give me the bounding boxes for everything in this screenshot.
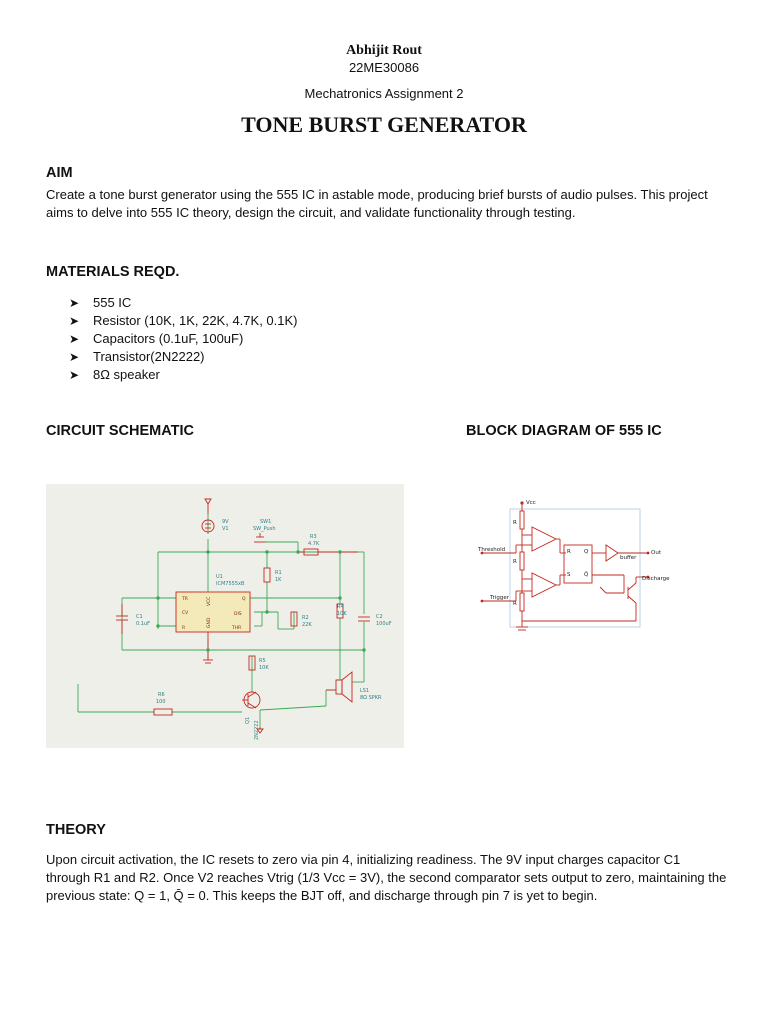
- materials-heading: MATERIALS REQD.: [46, 264, 180, 280]
- sw1-value-label: SW_Push: [253, 526, 276, 532]
- list-item: ➤ Resistor (10K, 1K, 22K, 4.7K, 0.1K): [69, 313, 298, 328]
- theory-paragraph-line-1: Upon circuit activation, the IC resets to zero via pin 4, initializing readiness. The 9V input charges capacitor C1: [46, 852, 681, 867]
- list-item: ➤ Transistor(2N2222): [69, 349, 205, 364]
- pin-r-label: R: [182, 626, 186, 631]
- speaker-ls1-symbol: [336, 680, 342, 694]
- flipflop-q-label: Q: [584, 549, 589, 555]
- r1-ref-label: R1: [275, 570, 282, 576]
- arrowhead-bullet-icon: ➤: [69, 368, 80, 382]
- resistor-r1-symbol: [264, 568, 270, 582]
- document-title: TONE BURST GENERATOR: [241, 112, 527, 137]
- r3-ref-label: R3: [310, 534, 317, 540]
- schematic-svg: [46, 484, 404, 748]
- list-item: ➤ 8Ω speaker: [69, 367, 160, 382]
- block-diagram-555: [476, 495, 676, 635]
- roll-number: 22ME30086: [348, 60, 420, 75]
- resistor-mid-label: R: [513, 559, 517, 565]
- list-item: ➤ Capacitors (0.1uF, 100uF): [69, 331, 244, 346]
- aim-heading: AIM: [46, 165, 73, 181]
- r6-value-label: 100: [156, 699, 166, 705]
- r2-value-label: 22K: [302, 622, 312, 628]
- v1-value-label: 9V: [222, 519, 229, 525]
- flipflop-r-label: R: [567, 549, 571, 555]
- pin-thr-label: THR: [232, 626, 242, 631]
- c2-ref-label: C2: [376, 614, 383, 620]
- circuit-schematic: [46, 484, 404, 748]
- flipflop-qbar-label: Q̄: [584, 572, 589, 578]
- ic-outline: [510, 509, 640, 627]
- pin-tr-label: TR: [182, 597, 188, 602]
- schematic-heading: CIRCUIT SCHEMATIC: [46, 423, 194, 439]
- theory-heading: THEORY: [46, 822, 106, 838]
- q1-value-label: 2N2222: [254, 720, 260, 740]
- arrowhead-bullet-icon: ➤: [69, 350, 80, 364]
- theory-paragraph-line-3: previous state: Q = 1, Q̄ = 0. This keeps the BJT off, and discharge through pin 7 is yet to begin.: [46, 888, 598, 903]
- author-name: Abhijit Rout: [346, 43, 422, 58]
- theory-paragraph-line-2: through R1 and R2. Once V2 reaches Vtrig (1/3 Vcc = 3V), the second comparator sets output to zero, maintaining the: [46, 870, 727, 885]
- vcc-label: Vcc: [526, 500, 536, 506]
- r4-value-label: 10K: [337, 611, 347, 617]
- r4-ref-label: R4: [337, 604, 344, 610]
- v1-ref-label: V1: [222, 526, 229, 532]
- c2-value-label: 100uF: [376, 621, 392, 627]
- course-name: Mechatronics Assignment 2: [304, 86, 464, 101]
- ls1-ref-label: LS1: [360, 688, 370, 694]
- r3-value-label: 4.7K: [308, 541, 320, 547]
- aim-paragraph-line-2: aims to delve into 555 IC theory, design the circuit, and validate functionality through testing.: [46, 205, 576, 220]
- resistor-bottom-label: R: [513, 601, 517, 607]
- q1-ref-label: Q1: [245, 716, 251, 724]
- sw1-ref-label: SW1: [260, 519, 272, 525]
- ls1-value-label: 8Ω SPKR: [360, 695, 382, 701]
- block-diagram-heading: BLOCK DIAGRAM OF 555 IC: [466, 423, 662, 439]
- c1-ref-label: C1: [136, 614, 143, 620]
- pin-q-label: Q: [242, 597, 246, 602]
- pin-dis-label: DIS: [234, 612, 242, 617]
- arrowhead-bullet-icon: ➤: [69, 296, 80, 310]
- buffer-label: buffer: [620, 555, 637, 561]
- block-diagram-svg: [476, 495, 676, 635]
- threshold-label: Threshold: [478, 547, 506, 553]
- r1-value-label: 1K: [275, 577, 282, 583]
- aim-paragraph-line-1: Create a tone burst generator using the 555 IC in astable mode, producing brief bursts of audio pulses. This project: [46, 187, 708, 202]
- arrowhead-bullet-icon: ➤: [69, 314, 80, 328]
- resistor-top-label: R: [513, 520, 517, 526]
- pin-gnd-label: GND: [207, 617, 212, 628]
- r2-ref-label: R2: [302, 615, 309, 621]
- r5-ref-label: R5: [259, 658, 266, 664]
- u1-value-label: ICM7555xB: [216, 581, 245, 587]
- flipflop-s-label: S: [567, 572, 571, 578]
- schematic-components: [116, 499, 370, 733]
- r6-ref-label: R6: [158, 692, 165, 698]
- r5-value-label: 10K: [259, 665, 269, 671]
- list-item: ➤ 555 IC: [69, 295, 132, 310]
- arrowhead-bullet-icon: ➤: [69, 332, 80, 346]
- discharge-label: Discharge: [642, 576, 670, 582]
- pin-vcc-label: VCC: [207, 596, 212, 606]
- materials-list: [69, 294, 298, 384]
- c1-value-label: 0.1uF: [136, 621, 150, 627]
- out-label: Out: [651, 550, 661, 556]
- pin-cv-label: CV: [182, 611, 189, 616]
- block-diagram-labels: [477, 500, 670, 607]
- u1-ref-label: U1: [216, 574, 223, 580]
- block-diagram-lines: [482, 503, 648, 630]
- trigger-label: Trigger: [490, 595, 509, 601]
- resistor-r6-symbol: [154, 709, 172, 715]
